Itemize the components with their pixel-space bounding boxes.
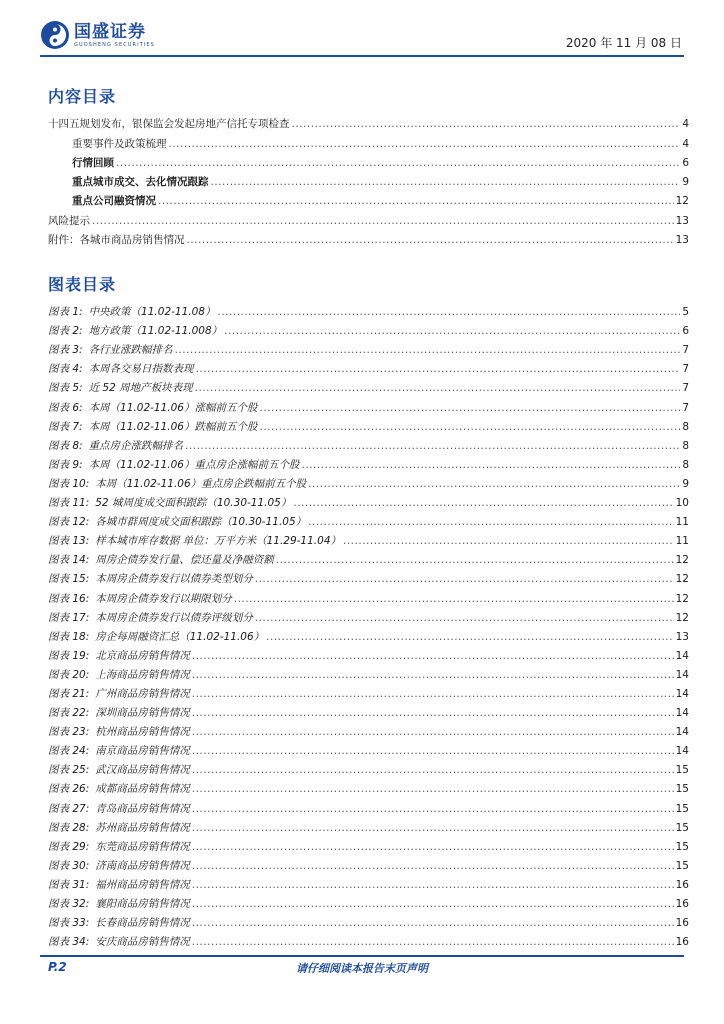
figure-entry-title: 本周（11.02-11.06）跌幅前五个股 [88, 420, 258, 433]
figure-entry-number: 图表 24: [48, 745, 90, 758]
figure-entry[interactable] [48, 319, 689, 338]
toc-entry-label: 风险提示 [48, 214, 90, 227]
figure-entry-title: 样本城市库存数据 单位：万平方米（11.29-11.04） [95, 535, 341, 548]
dot-leader [217, 305, 680, 319]
figure-entry-page: 9 [682, 477, 689, 490]
dot-leader [192, 782, 674, 796]
figure-entry-number: 图表 28: [48, 821, 90, 834]
page-header [40, 20, 684, 54]
dot-leader [192, 802, 674, 816]
figure-entry-number: 图表 6: [48, 401, 83, 414]
figure-entry-number: 图表 27: [48, 802, 90, 815]
figure-entry-number: 图表 12: [48, 516, 90, 529]
dot-leader [192, 897, 674, 911]
figure-entry-number: 图表 11: [48, 497, 90, 510]
toc-entry-page: 4 [682, 118, 689, 131]
figure-entry-number: 图表 23: [48, 726, 90, 739]
figure-entry-page: 13 [675, 630, 689, 643]
guosheng-logo-icon [40, 20, 70, 50]
figure-entry[interactable] [48, 510, 689, 529]
figure-entry[interactable] [48, 472, 689, 491]
figure-entry-number: 图表 25: [48, 764, 90, 777]
company-sub-name: GUOSHENG SECURITIES [74, 41, 155, 48]
toc-entry-page: 13 [675, 214, 689, 227]
dot-leader [192, 878, 674, 892]
figure-entry-number: 图表 13: [48, 535, 90, 548]
figure-entry-number: 图表 14: [48, 554, 90, 567]
figure-entry-page: 8 [682, 420, 689, 433]
figure-entry-title: 苏州商品房销售情况 [95, 821, 190, 834]
figure-entry[interactable] [48, 854, 689, 873]
dot-leader [192, 763, 674, 777]
figure-entry-number: 图表 1: [48, 306, 83, 319]
figure-entry-title: 地方政策（11.02-11.008） [88, 325, 223, 338]
dot-leader [192, 744, 674, 758]
figure-entry-number: 图表 17: [48, 611, 90, 624]
figure-entry-title: 东莞商品房销售情况 [95, 840, 190, 853]
figure-entry-title: 济南商品房销售情况 [95, 859, 190, 872]
figures-list [48, 300, 689, 949]
figure-entry[interactable] [48, 376, 689, 395]
figure-entry-number: 图表 10: [48, 477, 90, 490]
figure-entry[interactable] [48, 682, 689, 701]
header-divider [40, 55, 684, 57]
figure-entry[interactable] [48, 625, 689, 644]
figure-entry-page: 12 [675, 611, 689, 624]
figure-entry-page: 14 [675, 668, 689, 681]
figure-entry-number: 图表 20: [48, 668, 90, 681]
disclaimer-note: 请仔细阅读本报告末页声明 [296, 962, 428, 975]
figure-entry-page: 11 [675, 516, 689, 529]
figure-entry-page: 14 [675, 707, 689, 720]
figure-entry[interactable] [48, 758, 689, 777]
toc-list [48, 112, 689, 247]
figure-entry-number: 图表 15: [48, 573, 90, 586]
dot-leader [292, 117, 681, 131]
dot-leader [187, 233, 674, 247]
dot-leader [192, 649, 674, 663]
toc-entry-label: 重要事件及政策梳理 [72, 137, 167, 150]
figure-entry-title: 近 52 周地产板块表现 [88, 382, 193, 395]
dot-leader [192, 687, 674, 701]
figure-entry[interactable] [48, 835, 689, 854]
toc-entry-page: 6 [682, 156, 689, 169]
figure-entry-page: 12 [675, 592, 689, 605]
dot-leader [224, 324, 680, 338]
figure-entry-number: 图表 2: [48, 325, 83, 338]
dot-leader [195, 381, 681, 395]
dot-leader [301, 458, 680, 472]
company-name: 国盛证券 [74, 21, 146, 42]
figure-entry-number: 图表 19: [48, 649, 90, 662]
figure-entry-title: 本周房企债券发行以债券评级划分 [95, 611, 253, 624]
figure-entry[interactable] [48, 548, 689, 567]
figure-entry[interactable] [48, 606, 689, 625]
figure-entry-page: 8 [682, 458, 689, 471]
figure-entry[interactable] [48, 663, 689, 682]
toc-entry-page: 12 [675, 195, 689, 208]
figure-entry-number: 图表 4: [48, 363, 83, 376]
figure-entry-title: 各行业涨跌幅排名 [88, 344, 173, 357]
figure-entry-title: 房企每周融资汇总（11.02-11.06） [95, 630, 265, 643]
figure-entry[interactable] [48, 338, 689, 357]
figure-entry-number: 图表 34: [48, 936, 90, 949]
footer-divider [40, 955, 684, 957]
toc-entry-label: 重点公司融资情况 [72, 195, 156, 208]
company-logo [40, 20, 155, 50]
toc-entry[interactable] [48, 131, 689, 150]
figure-entry-title: 北京商品房销售情况 [95, 649, 190, 662]
dot-leader [192, 821, 674, 835]
figures-title: 图表目录 [48, 275, 117, 294]
figure-entry-number: 图表 9: [48, 458, 83, 471]
figure-entry-page: 14 [675, 687, 689, 700]
figure-entry[interactable] [48, 930, 689, 949]
figure-entry-page: 11 [675, 535, 689, 548]
figure-entry-title: 广州商品房销售情况 [95, 687, 190, 700]
figure-entry-title: 杭州商品房销售情况 [95, 726, 190, 739]
figure-entry[interactable] [48, 529, 689, 548]
figure-entry-title: 安庆商品房销售情况 [95, 936, 190, 949]
figure-entry[interactable] [48, 777, 689, 796]
figure-entry-title: 52 城周度成交面积跟踪（10.30-11.05） [95, 497, 292, 510]
toc-entry[interactable] [48, 151, 689, 170]
figure-entry-page: 10 [675, 497, 689, 510]
figure-entry-title: 本周（11.02-11.06）重点房企涨幅前五个股 [88, 458, 300, 471]
figure-entry-page: 16 [675, 917, 689, 930]
figure-entry[interactable] [48, 453, 689, 472]
figure-entry-page: 16 [675, 898, 689, 910]
toc-entry-page: 4 [682, 137, 689, 150]
dot-leader [116, 156, 680, 170]
figure-entry-title: 本周房企债券发行以债券类型划分 [95, 573, 253, 586]
dot-leader [255, 572, 674, 586]
dot-leader [234, 592, 674, 606]
figure-entry-number: 图表 29: [48, 840, 90, 853]
toc-entry-page: 13 [675, 233, 689, 246]
toc-entry-page: 9 [682, 176, 689, 188]
figure-entry-number: 图表 5: [48, 382, 83, 395]
figure-entry-title: 长春商品房销售情况 [95, 917, 190, 930]
report-date: 2020 年 11 月 08 日 [565, 36, 682, 50]
figure-entry-title: 本周房企债券发行以期限划分 [95, 592, 232, 605]
figure-entry-title: 福州商品房销售情况 [95, 878, 190, 891]
figure-entry-title: 各城市群周度成交面积跟踪（10.30-11.05） [95, 516, 307, 529]
figure-entry[interactable] [48, 491, 689, 510]
figure-entry[interactable] [48, 567, 689, 586]
toc-title: 内容目录 [48, 87, 117, 106]
figure-entry-number: 图表 8: [48, 439, 83, 452]
figure-entry-page: 7 [682, 363, 689, 376]
figure-entry[interactable] [48, 357, 689, 376]
figure-entry-number: 图表 22: [48, 707, 90, 720]
figure-entry-number: 图表 26: [48, 783, 90, 796]
figure-entry-page: 8 [682, 439, 689, 452]
dot-leader [169, 137, 681, 151]
figure-entry-page: 12 [675, 554, 689, 567]
dot-leader [308, 515, 673, 529]
toc-entry[interactable] [48, 189, 689, 208]
figure-entry-page: 12 [675, 573, 689, 586]
figure-entry-number: 图表 7: [48, 420, 83, 433]
toc-entry[interactable] [48, 228, 689, 247]
dot-leader [211, 175, 681, 189]
figure-entry-number: 图表 31: [48, 878, 90, 891]
dot-leader [276, 553, 674, 567]
figure-entry-number: 图表 21: [48, 687, 90, 700]
page-number: P.2 [48, 960, 67, 974]
figure-entry-page: 6 [682, 325, 689, 338]
figure-entry-page: 7 [682, 382, 689, 395]
figure-entry[interactable] [48, 415, 689, 434]
figure-entry-page: 15 [675, 783, 689, 796]
figure-entry-title: 本周（11.02-11.06）重点房企跌幅前五个股 [95, 477, 307, 490]
dot-leader [259, 401, 680, 415]
dot-leader [92, 214, 674, 228]
figure-entry-title: 成都商品房销售情况 [95, 783, 190, 796]
figure-entry[interactable] [48, 739, 689, 758]
figure-entry-page: 15 [675, 764, 689, 777]
toc-entry-label: 重点城市成交、去化情况跟踪 [72, 176, 209, 188]
toc-entry-label: 十四五规划发布，银保监会发起房地产信托专项检查 [48, 118, 290, 131]
figure-entry-page: 5 [682, 306, 689, 319]
figure-entry-title: 上海商品房销售情况 [95, 668, 190, 681]
toc-entry[interactable] [48, 170, 689, 189]
dot-leader [343, 534, 674, 548]
figure-entry[interactable] [48, 796, 689, 815]
figure-entry[interactable] [48, 720, 689, 739]
figure-entry-number: 图表 3: [48, 344, 83, 357]
dot-leader [175, 343, 681, 357]
figure-entry-title: 武汉商品房销售情况 [95, 764, 190, 777]
figure-entry-number: 图表 30: [48, 859, 90, 872]
figure-entry-title: 周房企债券发行量、偿还量及净融资额 [95, 554, 274, 567]
dot-leader [308, 477, 680, 491]
toc-entry-label: 附件：各城市商品房销售情况 [48, 233, 185, 246]
dot-leader [192, 668, 674, 682]
dot-leader [259, 420, 680, 434]
dot-leader [293, 496, 673, 510]
figure-entry-number: 图表 32: [48, 898, 90, 910]
dot-leader [192, 840, 674, 854]
figure-entry-page: 16 [675, 936, 689, 949]
figure-entry-title: 南京商品房销售情况 [95, 745, 190, 758]
figure-entry[interactable] [48, 873, 689, 892]
figure-entry-title: 本周（11.02-11.06）涨幅前五个股 [88, 401, 258, 414]
dot-leader [192, 916, 674, 930]
figure-entry-number: 图表 33: [48, 917, 90, 930]
dot-leader [185, 439, 680, 453]
dot-leader [192, 725, 674, 739]
figure-entry-title: 青岛商品房销售情况 [95, 802, 190, 815]
dot-leader [192, 706, 674, 720]
figure-entry-page: 7 [682, 401, 689, 414]
dot-leader [158, 194, 674, 208]
figure-entry-page: 15 [675, 821, 689, 834]
dot-leader [192, 935, 674, 949]
figure-entry[interactable] [48, 911, 689, 930]
figure-entry-title: 中央政策（11.02-11.08） [88, 306, 216, 319]
figure-entry-page: 14 [675, 649, 689, 662]
toc-entry-label: 行情回顾 [72, 156, 114, 169]
dot-leader [266, 630, 673, 644]
figure-entry-title: 本周各交易日指数表现 [88, 363, 194, 376]
figure-entry[interactable] [48, 434, 689, 453]
figure-entry[interactable] [48, 644, 689, 663]
figure-entry-title: 襄阳商品房销售情况 [95, 898, 190, 910]
figure-entry[interactable] [48, 892, 689, 911]
figure-entry-page: 15 [675, 859, 689, 872]
figure-entry-number: 图表 16: [48, 592, 90, 605]
toc-entry[interactable] [48, 112, 689, 131]
figure-entry[interactable] [48, 300, 689, 319]
dot-leader [192, 859, 674, 873]
dot-leader [255, 611, 674, 625]
figure-entry-page: 16 [675, 878, 689, 891]
figure-entry[interactable] [48, 586, 689, 605]
dot-leader [196, 362, 681, 376]
figure-entry[interactable] [48, 395, 689, 414]
figure-entry-title: 重点房企涨跌幅排名 [88, 439, 184, 452]
figure-entry-page: 14 [675, 745, 689, 758]
figure-entry-page: 15 [675, 840, 689, 853]
figure-entry-page: 7 [682, 344, 689, 357]
figure-entry-page: 15 [675, 802, 689, 815]
figure-entry-title: 深圳商品房销售情况 [95, 707, 190, 720]
toc-entry[interactable] [48, 208, 689, 227]
figure-entry-number: 图表 18: [48, 630, 90, 643]
figure-entry[interactable] [48, 701, 689, 720]
figure-entry[interactable] [48, 816, 689, 835]
figure-entry-page: 14 [675, 726, 689, 739]
